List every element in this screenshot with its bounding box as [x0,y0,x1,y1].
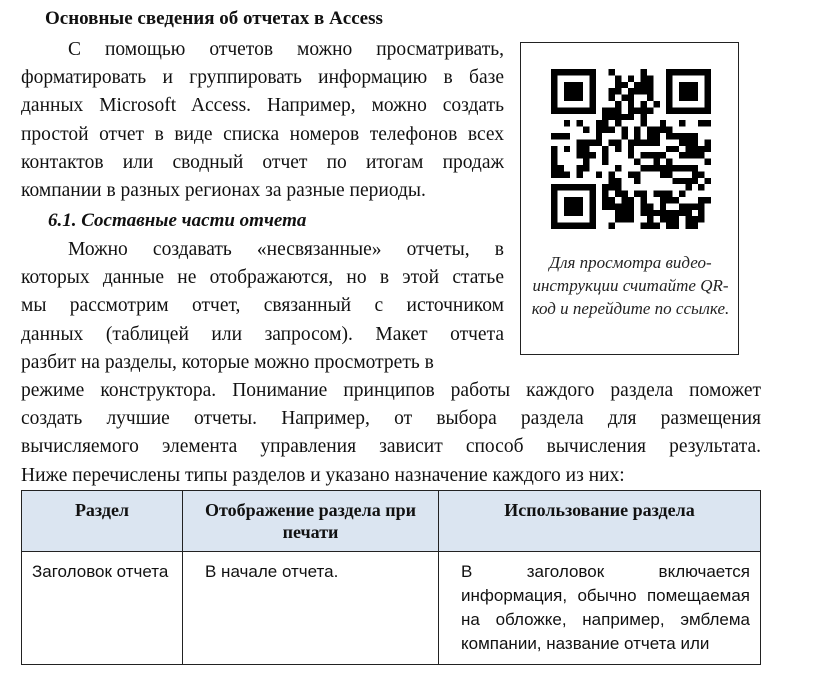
intro-line: компании в разных регионах за разные периоды. [21,180,426,202]
sections-table [21,490,761,665]
table-cell: В заголовок включается информация, обычно помещаемая на обложке, например, эмблема компании, название отчета или [439,552,761,665]
body-line: создать лучшие отчеты. Например, от выбора раздела для размещения [21,408,761,430]
qr-code-icon[interactable] [551,69,711,229]
intro-line: данных Microsoft Access. Например, можно создать [21,95,504,117]
body-line: режиме конструктора. Понимание принципов работы каждого раздела поможет [21,380,761,401]
body-line: Можно создавать «несвязанные» отчеты, в [68,239,504,260]
qr-box [520,42,739,355]
table-row [22,552,761,665]
body-line: данных (таблицей или запросом). Макет отчета [21,323,504,345]
intro-line: форматировать и группировать информацию в базе [21,67,504,89]
table-header: Раздел [22,491,183,552]
section-subheading: 6.1. Составные части отчета [48,210,307,231]
table-header-row [22,491,761,552]
body-paragraph-narrow [21,236,504,377]
table-cell: В начале отчета. [183,552,439,665]
qr-caption: Для просмотра видео-инструкции считайте QR-код и перейдите по ссылке. [531,253,730,318]
document-heading: Основные сведения об отчетах в Access [45,8,383,29]
body-line: разбит на разделы, которые можно просмотреть в [21,351,434,373]
table-header: Использование раздела [439,491,761,552]
intro-line: контактов или сводный отчет по итогам продаж [21,151,504,173]
intro-paragraph [21,36,504,205]
body-line: вычисляемого элемента управления зависит способ вычисления результата. [21,436,761,458]
body-line: которых данные не отображаются, но в этой статье [21,267,504,289]
intro-line: С помощью отчетов можно просматривать, [68,39,504,60]
body-line: Ниже перечислены типы разделов и указано назначение каждого из них: [21,464,625,486]
table-header: Отображение раздела при печати [183,491,439,552]
body-paragraph-wide [21,377,761,490]
intro-line: простой отчет в виде списка номеров телефонов всех [21,123,504,145]
body-line: мы рассмотрим отчет, связанный с источником [21,295,504,317]
table-cell: Заголовок отчета [22,552,183,665]
